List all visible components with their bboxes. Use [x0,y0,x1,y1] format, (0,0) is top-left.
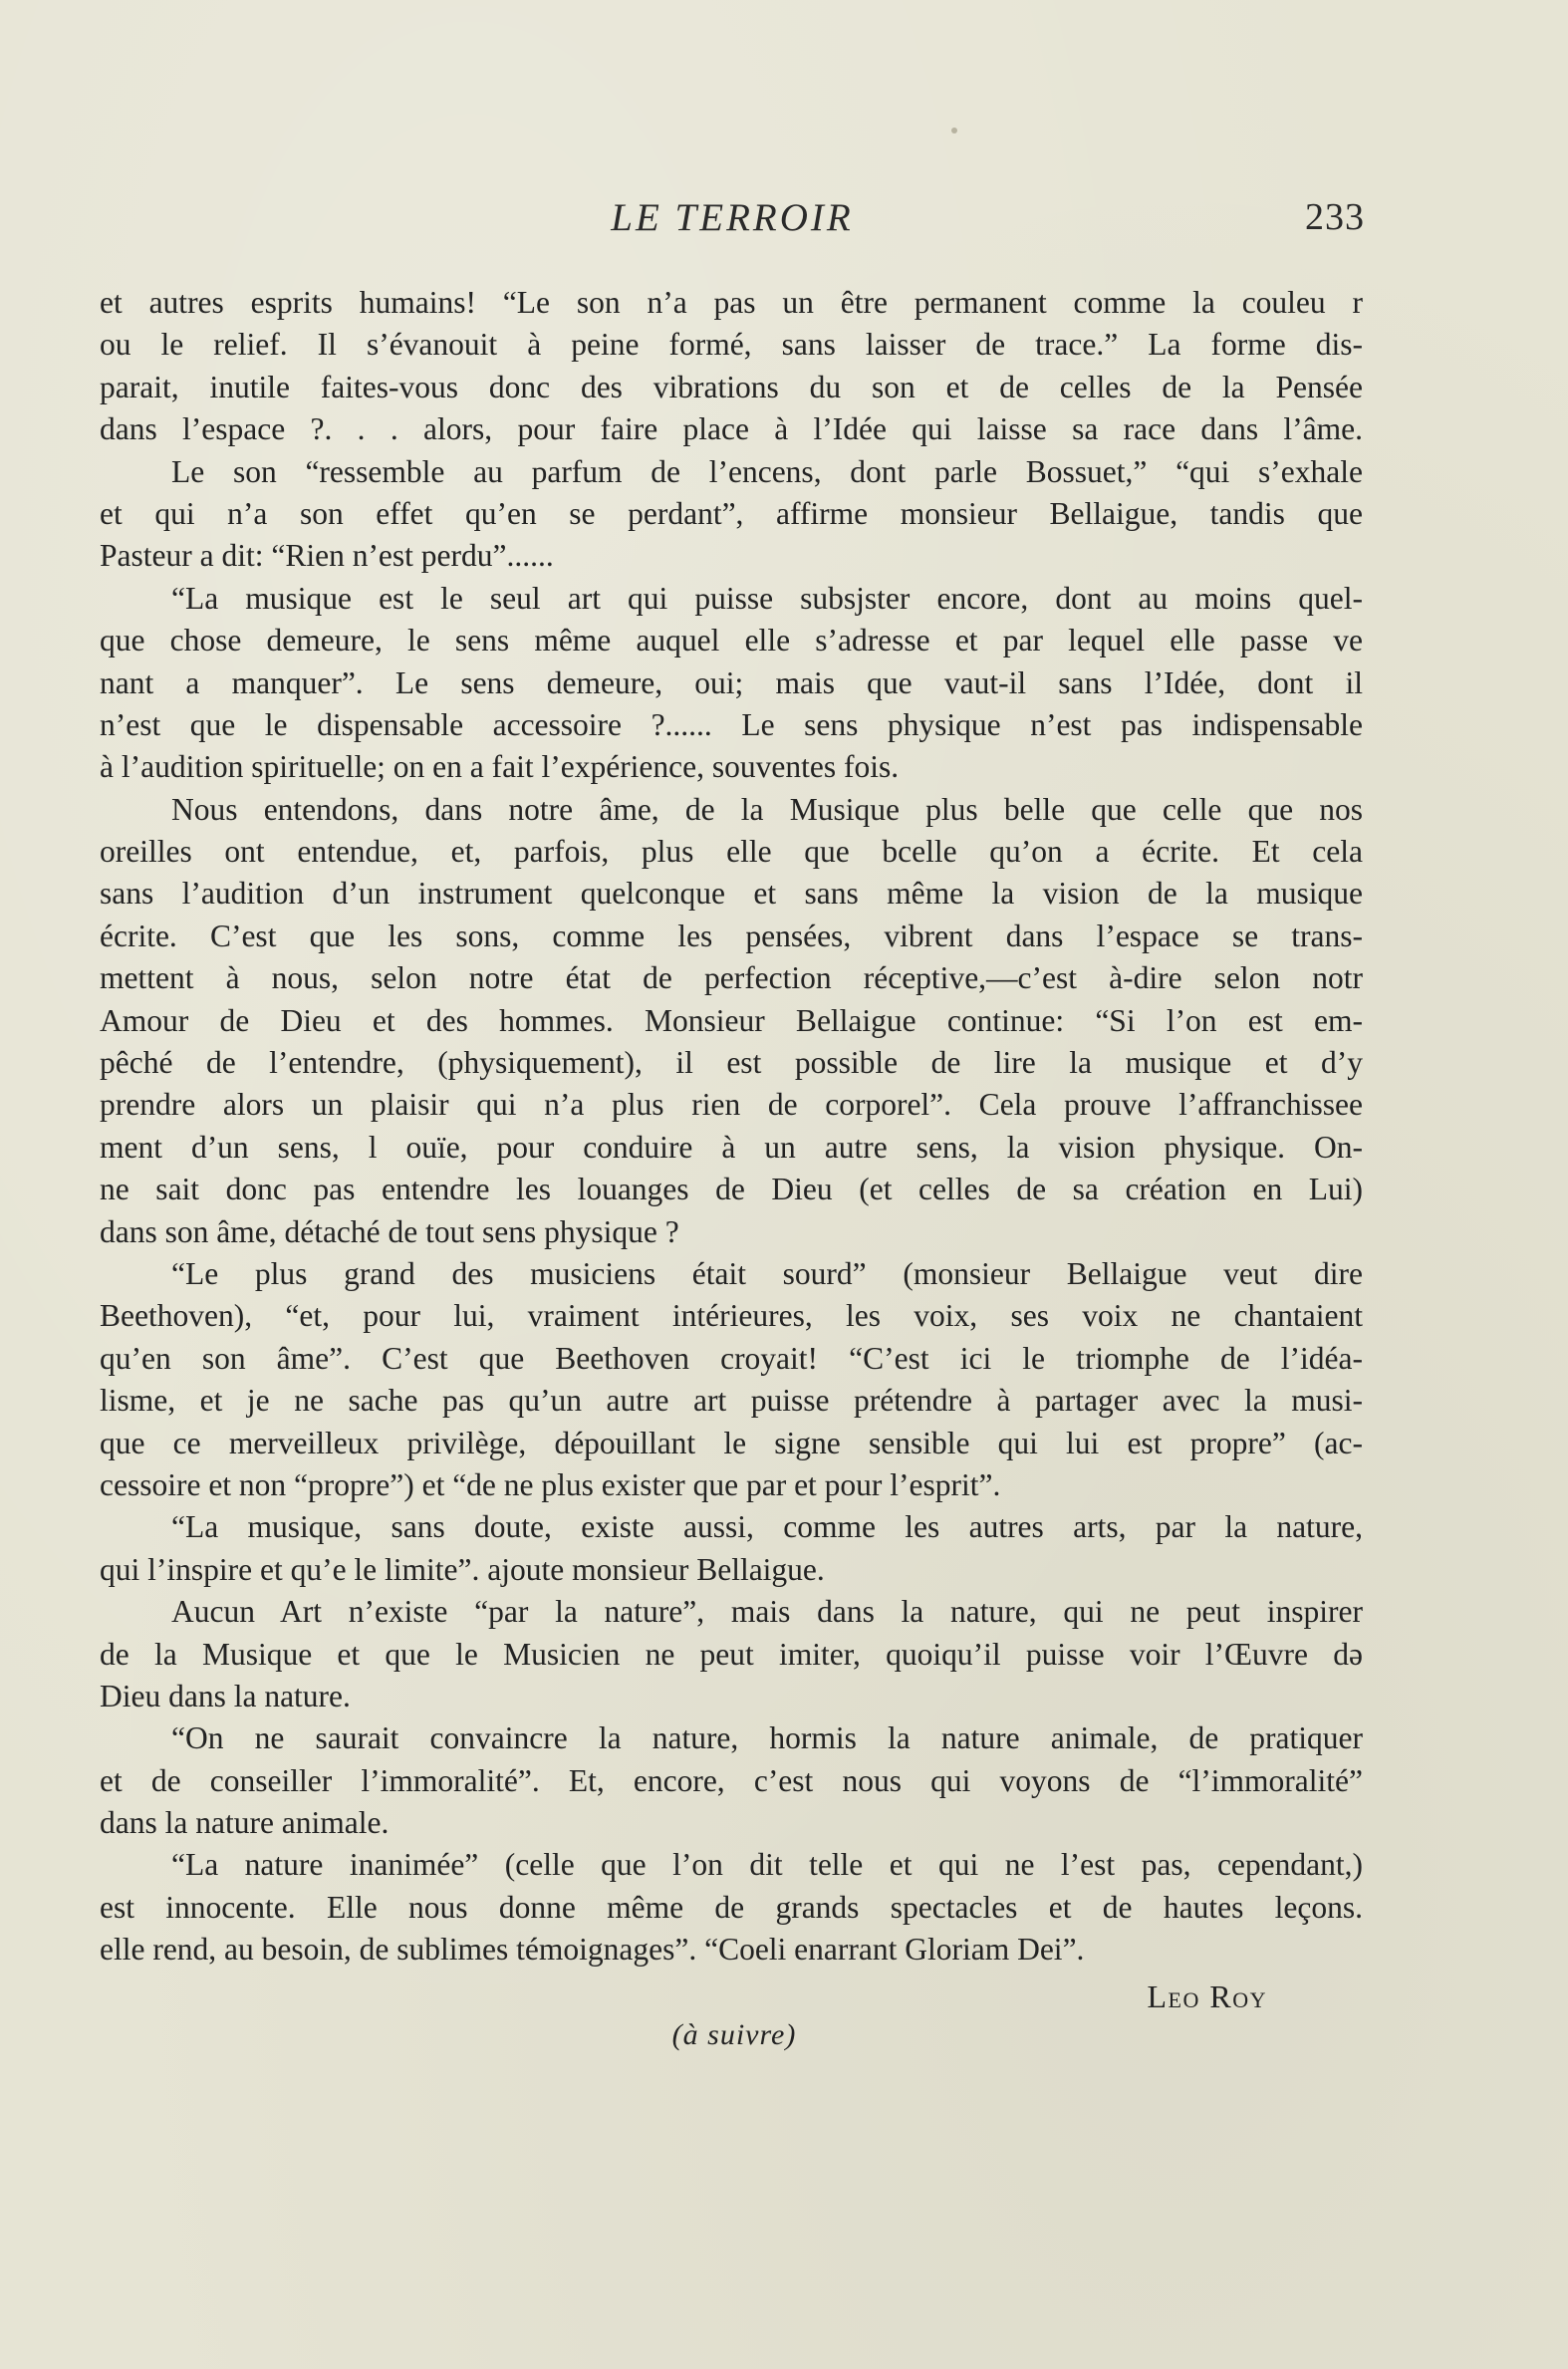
text-line: elle rend, au besoin, de sublimes témoignages”. “Coeli enarrant Gloriam Dei”. [100,1932,1085,1968]
text-line: écrite. C’est que les sons, comme les pensées, vibrent dans l’espace se trans- [100,918,1363,953]
text-line: n’est que le dispensable accessoire ?...... Le sens physique n’est pas indispensable [100,706,1363,742]
author-signature: Leo Roy [1147,1978,1267,2014]
text-line: mettent à nous, selon notre état de perfection réceptive,—c’est à-dire selon notr [100,960,1363,996]
text-line: “La musique, sans doute, existe aussi, comme les autres arts, par la nature, [171,1509,1363,1545]
text-line: Amour de Dieu et des hommes. Monsieur Bellaigue continue: “Si l’on est em- [100,1002,1363,1038]
text-line: que ce merveilleux privilège, dépouillant le signe sensible qui lui est propre” (ac- [100,1425,1363,1460]
running-title: LE TERROIR [611,196,854,239]
text-line: pêché de l’entendre, (physiquement), il est possible de lire la musique et d’y [100,1045,1363,1081]
text-line: Dieu dans la nature. [100,1678,351,1713]
text-line: ment d’un sens, l ouïe, pour conduire à un autre sens, la vision physique. On- [100,1129,1363,1165]
text-line: oreilles ont entendue, et, parfois, plus elle que bcelle qu’on a écrite. Et cela [100,834,1363,870]
text-line: est innocente. Elle nous donne même de grands spectacles et de hautes leçons. [100,1889,1363,1925]
text-line: dans la nature animale. [100,1805,390,1841]
text-line: “Le plus grand des musiciens était sourd” (monsieur Bellaigue veut dire [171,1255,1363,1291]
text-line: lisme, et je ne sache pas qu’un autre art puisse prétendre à partager avec la musi- [100,1383,1363,1419]
text-line: que chose demeure, le sens même auquel elle s’adresse et par lequel elle passe ve [100,623,1363,658]
text-line: Nous entendons, dans notre âme, de la Musique plus belle que celle que nos [171,791,1363,827]
text-line: “La nature inanimée” (celle que l’on dit telle et qui ne l’est pas, cependant,) [171,1847,1363,1883]
text-line: ou le relief. Il s’évanouit à peine formé, sans laisser de trace.” La forme dis- [100,327,1363,363]
text-line: Aucun Art n’existe “par la nature”, mais dans la nature, qui ne peut inspirer [171,1594,1363,1630]
text-line: parait, inutile faites-vous donc des vibrations du son et de celles de la Pensée [100,369,1363,404]
to-be-continued-note: (à suivre) [671,2018,797,2051]
page-header [100,195,1365,247]
text-line: et de conseiller l’immoralité”. Et, encore, c’est nous qui voyons de “l’immoralité” [100,1762,1363,1798]
paper-speck [951,128,957,133]
text-line: “La musique est le seul art qui puisse subsjster encore, dont au moins quel- [171,580,1363,616]
text-line: à l’audition spirituelle; on en a fait l’expérience, souventes fois. [100,749,900,785]
text-line: Beethoven), “et, pour lui, vraiment intérieures, les voix, ses voix ne chantaient [100,1298,1363,1334]
text-line: dans l’espace ?. . . alors, pour faire place à l’Idée qui laisse sa race dans l’âme. [100,411,1363,447]
text-line: sans l’audition d’un instrument quelconque et sans même la vision de la musique [100,876,1363,912]
text-line: dans son âme, détaché de tout sens physique ? [100,1213,679,1249]
text-line: qui l’inspire et qu’e le limite”. ajoute monsieur Bellaigue. [100,1551,825,1587]
text-line: Pasteur a dit: “Rien n’est perdu”...... [100,538,554,574]
text-line: qu’en son âme”. C’est que Beethoven croyait! “C’est ici le triomphe de l’idéa- [100,1340,1363,1376]
text-line: de la Musique et que le Musicien ne peut imiter, quoiqu’il puisse voir l’Œuvre də [100,1636,1363,1672]
text-line: nant a manquer”. Le sens demeure, oui; mais que vaut-il sans l’Idée, dont il [100,664,1363,700]
body-text [100,282,1363,1972]
text-line: Le son “ressemble au parfum de l’encens, dont parle Bossuet,” “qui s’exhale [171,453,1363,489]
text-line: ne sait donc pas entendre les louanges de Dieu (et celles de sa création en Lui) [100,1172,1363,1207]
text-line: et qui n’a son effet qu’en se perdant”, affirme monsieur Bellaigue, tandis que [100,495,1363,531]
text-line: cessoire et non “propre”) et “de ne plus exister que par et pour l’esprit”. [100,1466,1001,1502]
text-line: prendre alors un plaisir qui n’a plus rien de corporel”. Cela prouve l’affranchissee [100,1087,1363,1123]
page-number: 233 [1305,196,1365,238]
text-line: “On ne saurait convaincre la nature, hormis la nature animale, de pratiquer [171,1720,1363,1756]
text-line: et autres esprits humains! “Le son n’a pas un être permanent comme la couleu r [100,285,1363,320]
